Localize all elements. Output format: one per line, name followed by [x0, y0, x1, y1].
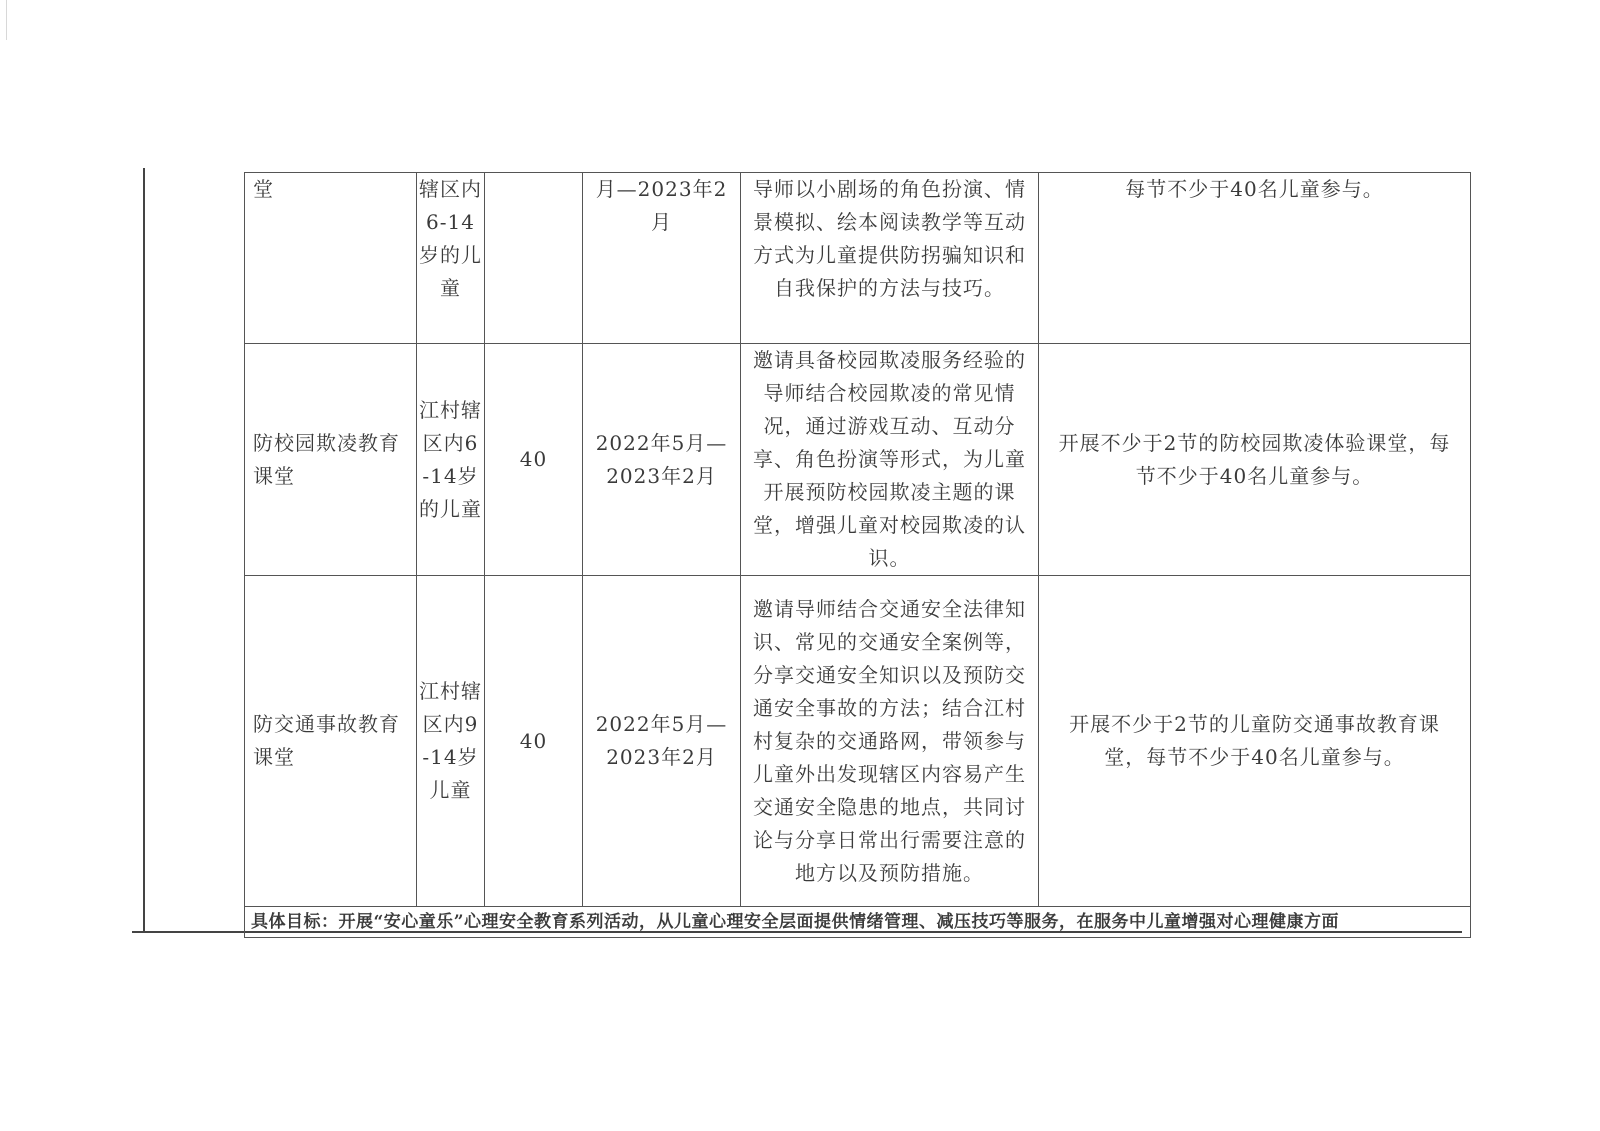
table-row	[245, 576, 1471, 907]
table-row	[245, 344, 1471, 576]
time-period-cell: 月—2023年2月	[583, 173, 741, 344]
objective-row	[245, 907, 1471, 938]
activity-content-cell: 邀请具备校园欺凌服务经验的导师结合校园欺凌的常见情况，通过游戏互动、互动分享、角色扮演等形式，为儿童开展预防校园欺凌主题的课堂，增强儿童对校园欺凌的认识。	[741, 344, 1039, 576]
participant-count-cell	[485, 173, 583, 344]
specific-objective-text: 具体目标：开展“安心童乐”心理安全教育系列活动，从儿童心理安全层面提供情绪管理、减压技巧等服务，在服务中儿童增强对心理健康方面	[245, 907, 1471, 938]
table-row	[245, 173, 1471, 344]
time-period-cell: 2022年5月—2023年2月	[583, 576, 741, 907]
target-group-cell: 辖区内6-14岁的儿童	[417, 173, 485, 344]
activity-name-cell: 防校园欺凌教育课堂	[245, 344, 417, 576]
activity-content-cell: 邀请导师结合交通安全法律知识、常见的交通安全案例等，分享交通安全知识以及预防交通安全事故的方法；结合江村村复杂的交通路网，带领参与儿童外出发现辖区内容易产生交通安全隐患的地点，共同讨论与分享日常出行需要注意的地方以及预防措施。	[741, 576, 1039, 907]
target-group-cell: 江村辖区内9-14岁儿童	[417, 576, 485, 907]
activity-name-cell: 防交通事故教育课堂	[245, 576, 417, 907]
activity-goal-cell: 每节不少于40名儿童参与。	[1039, 173, 1471, 344]
activity-goal-cell: 开展不少于2节的防校园欺凌体验课堂，每节不少于40名儿童参与。	[1039, 344, 1471, 576]
scan-artifact	[6, 0, 7, 40]
frame-left-line	[143, 168, 145, 932]
target-group-cell: 江村辖区内6-14岁的儿童	[417, 344, 485, 576]
activity-content-cell: 导师以小剧场的角色扮演、情景模拟、绘本阅读教学等互动方式为儿童提供防拐骗知识和自我保护的方法与技巧。	[741, 173, 1039, 344]
activity-name-cell: 堂	[245, 173, 417, 344]
participant-count-cell: 40	[485, 344, 583, 576]
activity-goal-cell: 开展不少于2节的儿童防交通事故教育课堂，每节不少于40名儿童参与。	[1039, 576, 1471, 907]
participant-count-cell: 40	[485, 576, 583, 907]
time-period-cell: 2022年5月—2023年2月	[583, 344, 741, 576]
activity-table	[244, 172, 1471, 938]
